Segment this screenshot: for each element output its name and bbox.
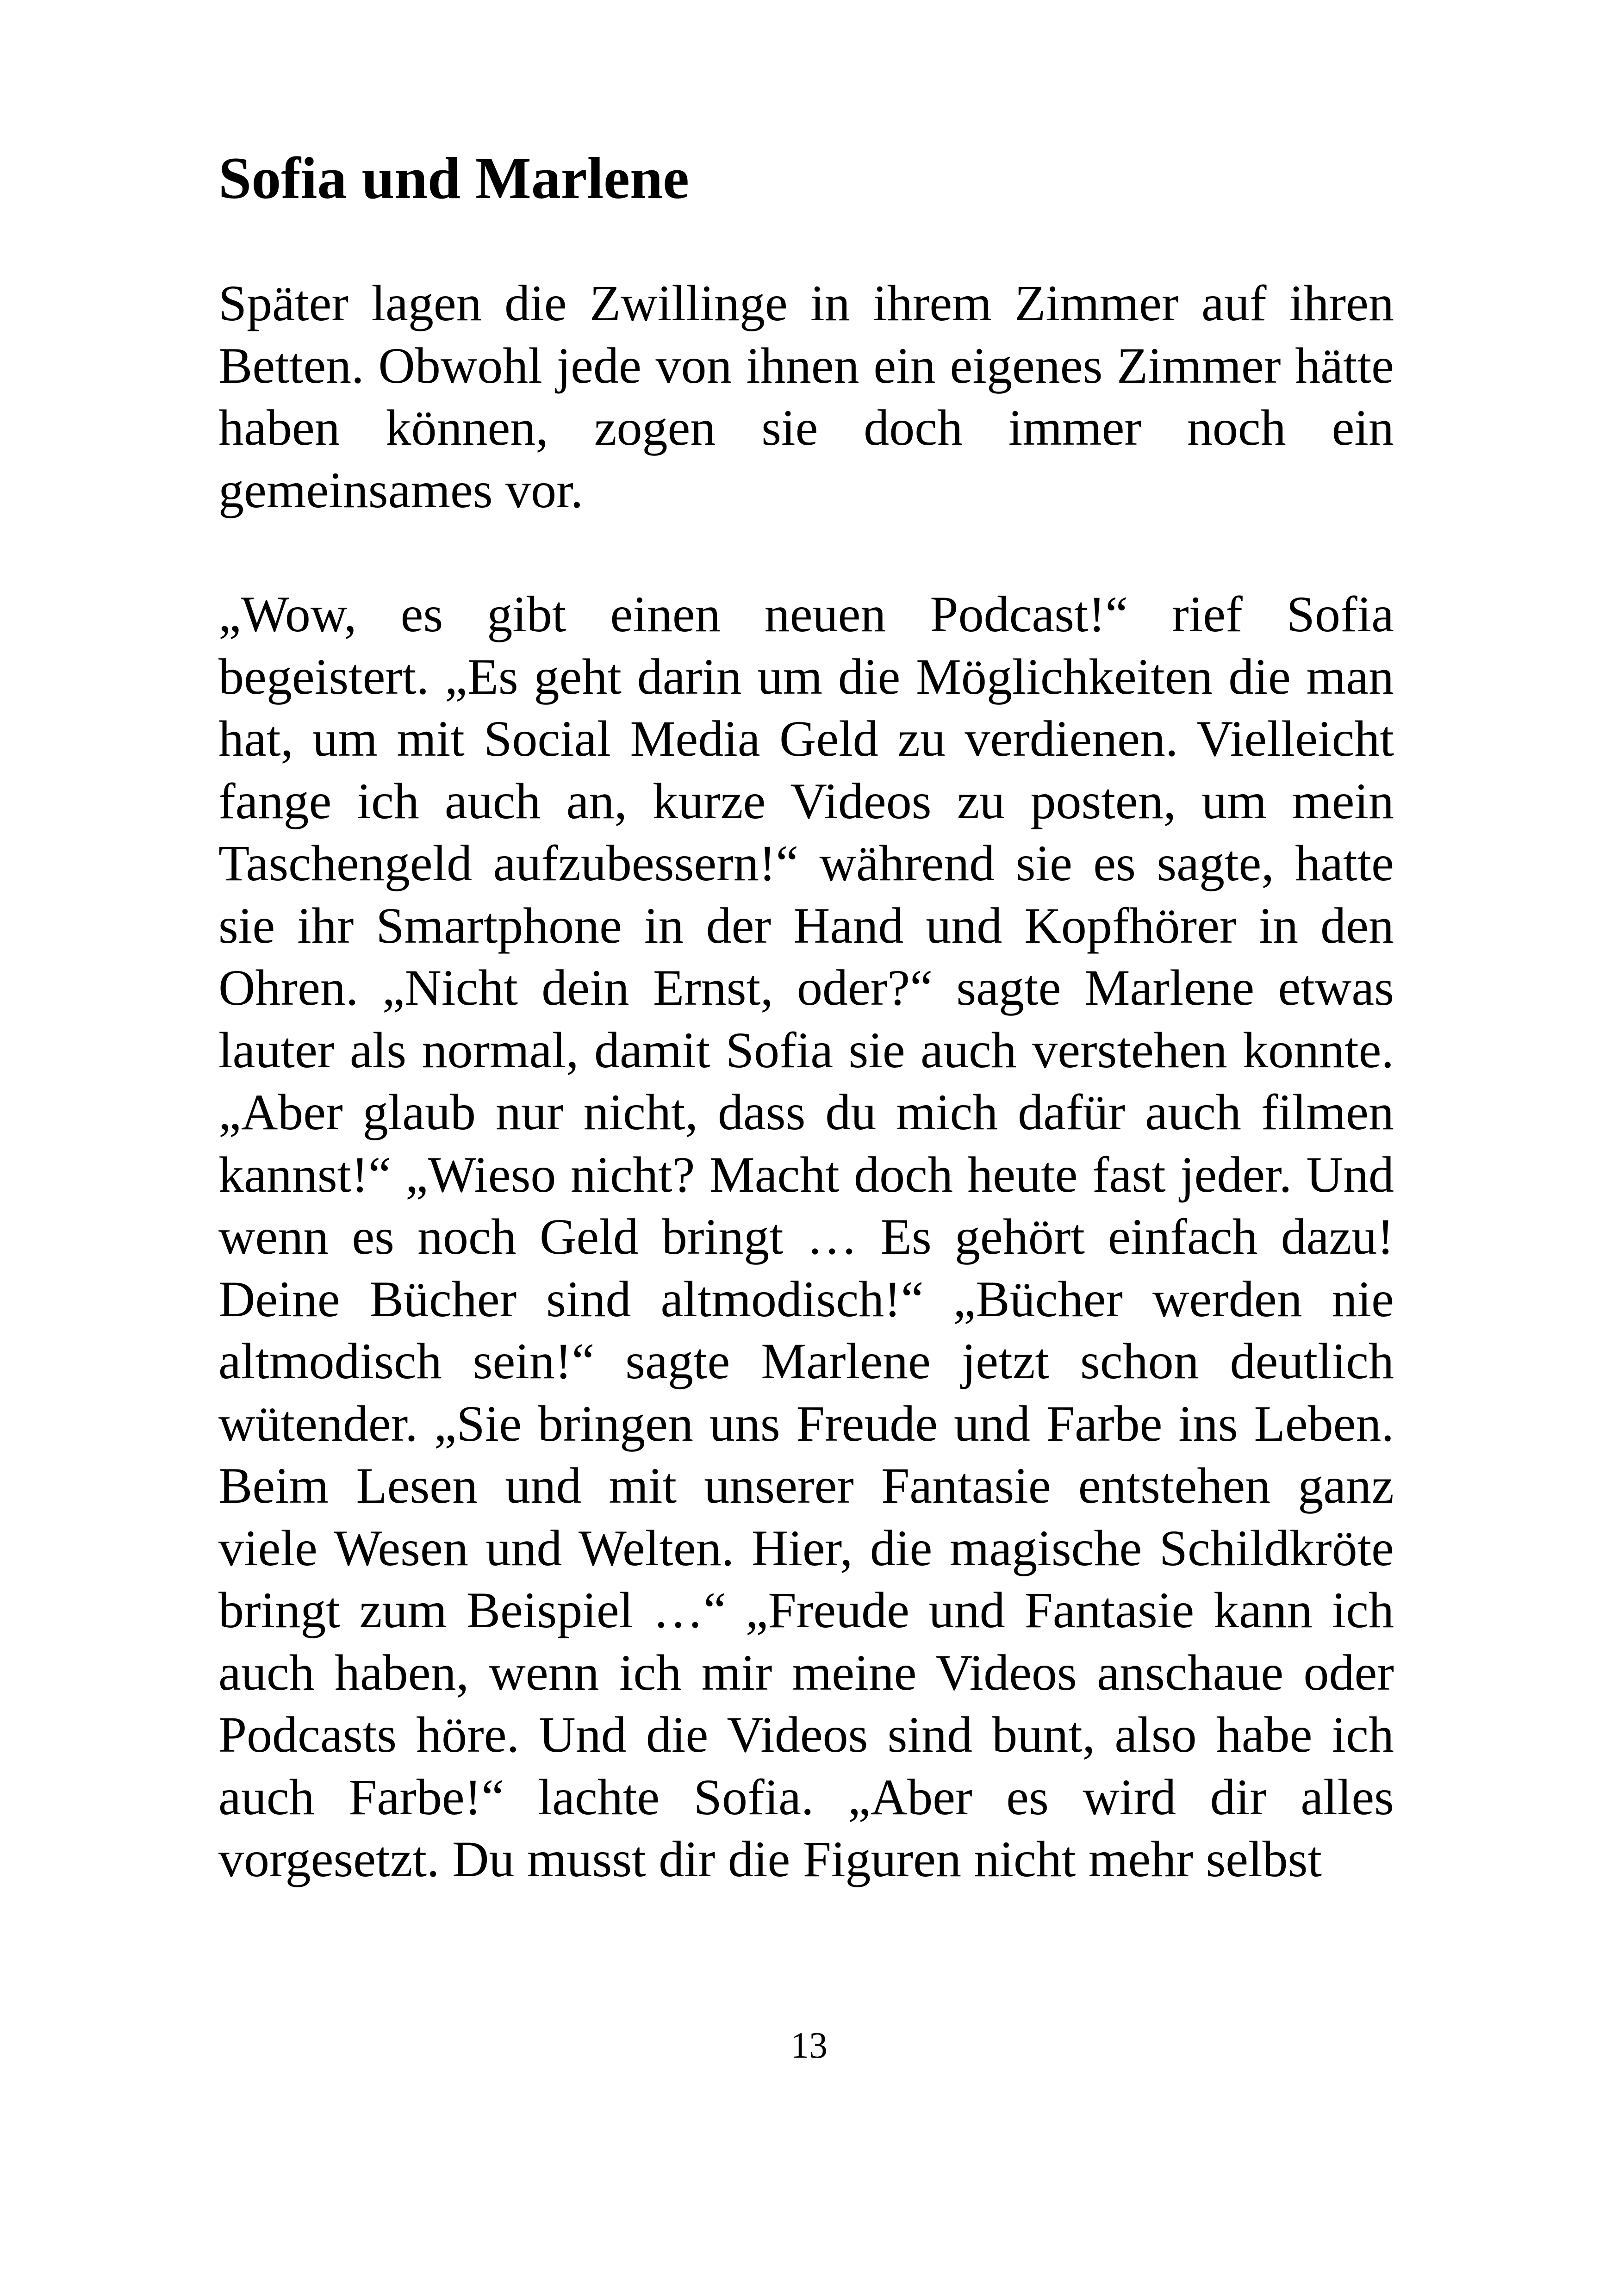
paragraph-1: Später lagen die Zwillinge in ihrem Zimmer auf ihren Betten. Obwohl jede von ihnen ein eigenes Zimmer hätte haben können, zogen sie doch immer noch ein gemeinsames vor. [218,275,1394,518]
page-number: 13 [790,2025,828,2066]
chapter-title: Sofia und Marlene [218,145,689,211]
page-content [218,139,1394,1891]
paragraph-2: „Wow, es gibt einen neuen Podcast!“ rief Sofia begeistert. „Es geht darin um die Möglichkeiten die man hat, um mit Social Media Geld zu verdienen. Vielleicht fange ich auch an, kurze Videos zu posten, um mein Taschengeld aufzubessern!“ während sie es sagte, hatte sie ihr Smartphone in der Hand und Kopfhörer in den Ohren. „Nicht dein Ernst, oder?“ sagte Marlene etwas lauter als normal, damit Sofia sie auch verstehen konnte. „Aber glaub nur nicht, dass du mich dafür auch filmen kannst!“ „Wieso nicht? Macht doch heute fast jeder. Und wenn es noch Geld bringt … Es gehört einfach dazu! Deine Bücher sind altmodisch!“ „Bücher werden nie altmodisch sein!“ sagte Marlene jetzt schon deutlich wütender. „Sie bringen uns Freude und Farbe ins Leben. Beim Lesen und mit unserer Fantasie entstehen ganz viele Wesen und Welten. Hier, die magische Schildkröte bringt zum Beispiel …“ „Freude und Fantasie kann ich auch haben, wenn ich mir meine Videos anschaue oder Podcasts höre. Und die Videos sind bunt, also habe ich auch Farbe!“ lachte Sofia. „Aber es wird dir alles vorgesetzt. Du musst dir die Figuren nicht mehr selbst [218,586,1394,1887]
